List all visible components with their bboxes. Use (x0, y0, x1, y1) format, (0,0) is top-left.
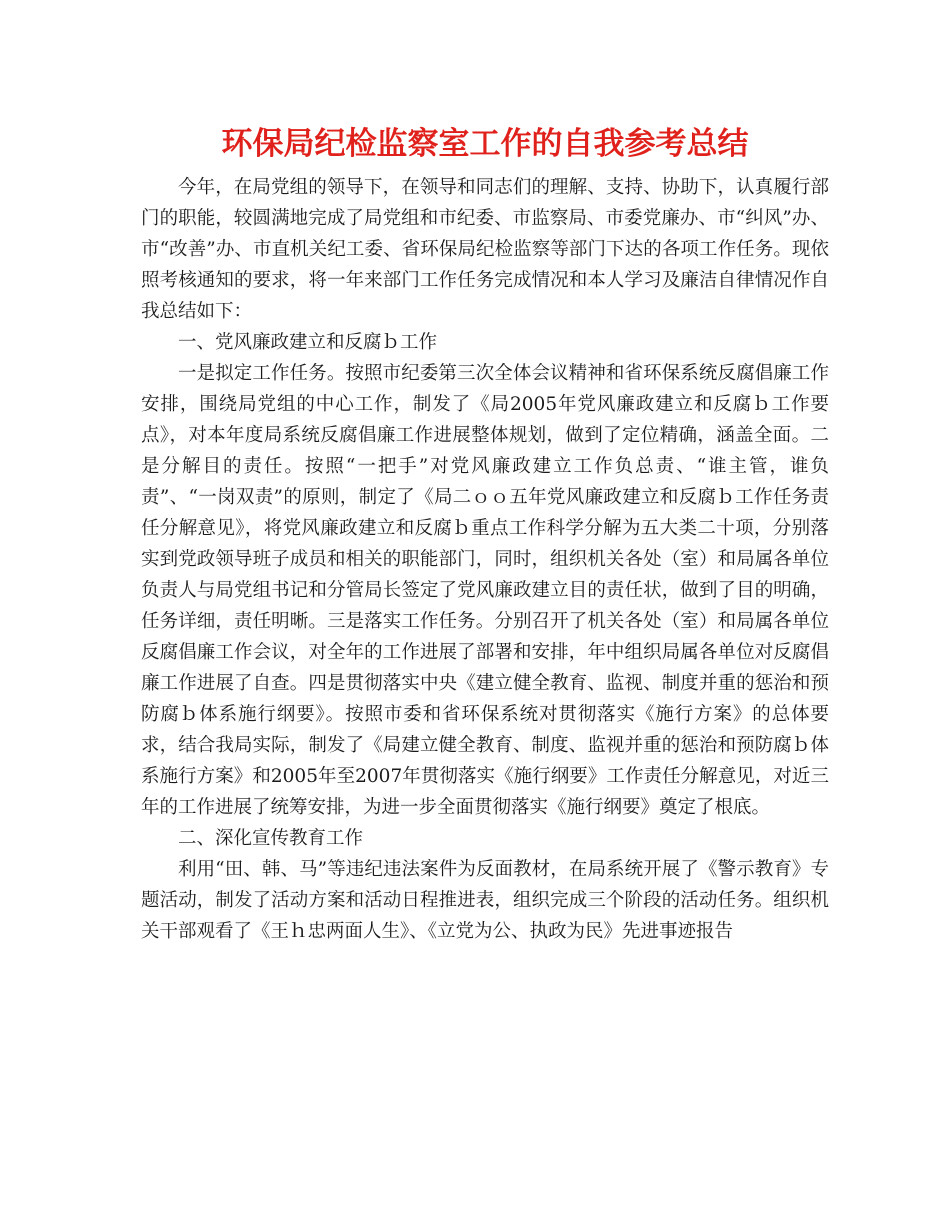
section-2-paragraph: 利用“田、韩、马”等违纪违法案件为反面教材，在局系统开展了《警示教育》专题活动，制发了活动方案和活动日程推进表，组织完成三个阶段的活动任务。组织机关干部观看了《王ｈ忠两面人生》、《立党为公、执政为民》先进事迹报告 (141, 859, 829, 942)
document-page (141, 122, 829, 947)
section-heading-2: 二、深化宣传教育工作 (178, 828, 364, 849)
section-1-paragraph: 一是拟定工作任务。按照市纪委第三次全体会议精神和省环保系统反腐倡廉工作安排，围绕局党组的中心工作，制发了《局2005年党风廉政建立和反腐ｂ工作要点》，对本年度局系统反腐倡廉工作进展整体规划，做到了定位精确，涵盖全面。二是分解目的责任。按照“一把手”对党风廉政建立工作负总责、“谁主管，谁负责”、“一岗双责”的原则，制定了《局二ｏｏ五年党风廉政建立和反腐ｂ工作任务责任分解意见》，将党风廉政建立和反腐ｂ重点工作科学分解为五大类二十项，分别落实到党政领导班子成员和相关的职能部门，同时，组织机关各处（室）和局属各单位负责人与局党组书记和分管局长签定了党风廉政建立目的责任状，做到了目的明确，任务详细，责任明晰。三是落实工作任务。分别召开了机关各处（室）和局属各单位反腐倡廉工作会议，对全年的工作进展了部署和安排，年中组织局属各单位对反腐倡廉工作进展了自查。四是贯彻落实中央《建立健全教育、监视、制度并重的惩治和预防腐ｂ体系施行纲要》。按照市委和省环保系统对贯彻落实《施行方案》的总体要求，结合我局实际，制发了《局建立健全教育、制度、监视并重的惩治和预防腐ｂ体系施行方案》和2005年至2007年贯彻落实《施行纲要》工作责任分解意见，对近三年的工作进展了统筹安排，为进一步全面贯彻落实《施行纲要》奠定了根底。 (141, 363, 829, 818)
document-title: 环保局纪检监察室工作的自我参考总结 (221, 126, 749, 162)
section-heading-1: 一、党风廉政建立和反腐ｂ工作 (178, 332, 438, 353)
intro-paragraph: 今年，在局党组的领导下，在领导和同志们的理解、支持、协助下，认真履行部门的职能，较圆满地完成了局党组和市纪委、市监察局、市委党廉办、市“纠风”办、市“改善”办、市直机关纪工委、省环保局纪检监察等部门下达的各项工作任务。现依照考核通知的要求，将一年来部门工作任务完成情况和本人学习及廉洁自律情况作自我总结如下： (141, 177, 829, 322)
